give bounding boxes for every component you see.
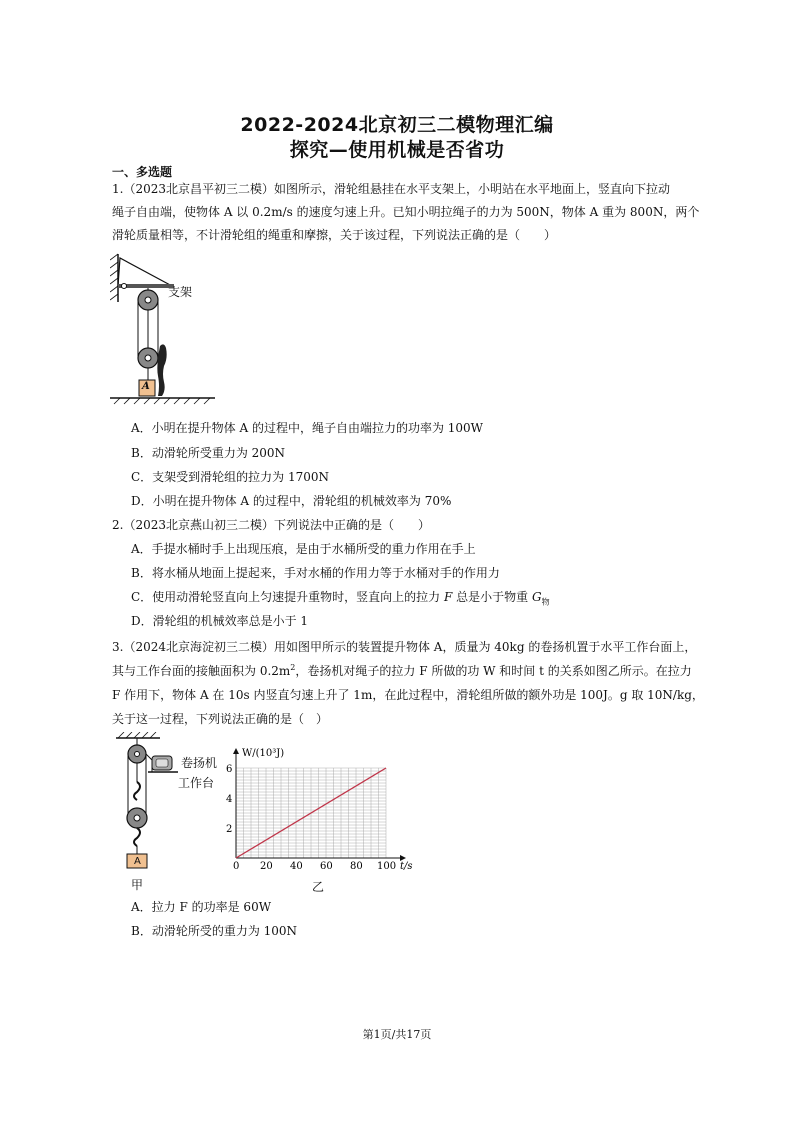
q3-option-b: B．动滑轮所受的重力为 100N: [131, 924, 298, 938]
q2-option-b: B．将水桶从地面上提起来，手对水桶的作用力等于水桶对手的作用力: [131, 566, 500, 580]
section-heading: 一、多选题: [112, 165, 173, 179]
wall-hatch: [110, 254, 118, 300]
chart-x-ticks: [233, 861, 396, 872]
page-footer: 第1页/共17页: [362, 1028, 432, 1041]
q3-line3: F 作用下，物体 A 在 10s 内竖直匀速上升了 1m，在此过程中，滑轮组所做的额外功是 100J。g 取 10N/kg，: [112, 688, 704, 702]
q3-fixed-axle: [135, 752, 140, 757]
q1-option-d: D．小明在提升物体 A 的过程中，滑轮组的机械效率为 70%: [131, 494, 452, 508]
q2-option-a: A．手提水桶时手上出现压痕，是由于水桶所受的重力作用在手上: [131, 542, 476, 556]
ground-hatch: [114, 398, 210, 404]
q3-line2-sup: 2: [290, 663, 296, 672]
x-tick-label: 80: [350, 861, 363, 872]
lower-hook: [134, 828, 140, 846]
fig-jia-label: 甲: [131, 878, 144, 892]
fixed-pulley-axle: [145, 297, 151, 303]
chart-y-ticks: [226, 764, 232, 835]
movable-pulley-axle: [145, 355, 151, 361]
x-tick-label: 0: [233, 861, 240, 872]
q3-line2: [112, 662, 692, 679]
y-tick-label: 4: [226, 794, 233, 805]
chart-xlabel: t/s: [400, 861, 413, 872]
q2-option-c-mid: 总是小于物重: [452, 590, 532, 604]
q3-line2-pre: 其与工作台面的接触面积为 0.2m: [112, 664, 291, 678]
person-figure: [157, 344, 166, 396]
q1-line3: 滑轮质量相等，不计滑轮组的绳重和摩擦，关于该过程，下列说法正确的是（ ）: [112, 228, 557, 242]
q1-pulley-figure: [110, 250, 220, 410]
q2-option-c-sub: 物: [541, 597, 550, 607]
q1-option-a: A．小明在提升物体 A 的过程中，绳子自由端拉力的功率为 100W: [131, 421, 484, 435]
worktable-label: 工作台: [178, 776, 215, 790]
q1-option-c: C．支架受到滑轮组的拉力为 1700N: [131, 470, 330, 484]
q3-line1: 3.（2024北京海淀初三二模）用如图甲所示的装置提升物体 A，质量为 40kg 的卷扬机置于水平工作台面上，: [112, 640, 697, 654]
q3-movable-axle: [134, 815, 140, 821]
q3-object-a-label: A: [134, 856, 141, 867]
winch-drum: [156, 759, 168, 767]
x-tick-label: 60: [320, 861, 333, 872]
x-tick-label: 20: [260, 861, 273, 872]
x-tick-label: 100: [377, 861, 397, 872]
q1-option-b: B．动滑轮所受重力为 200N: [131, 446, 286, 460]
y-tick-label: 6: [226, 764, 233, 775]
q1-line1: 1.（2023北京昌平初三二模）如图所示，滑轮组悬挂在水平支架上，小明站在水平地面上，竖直向下拉动: [112, 182, 670, 196]
q1-object-a-label: A: [142, 381, 150, 392]
q2-option-c-g: G: [531, 590, 542, 604]
q3-option-a: A．拉力 F 的功率是 60W: [131, 900, 272, 914]
q2-option-c-pre: C．使用动滑轮竖直向上匀速提升重物时，竖直向上的拉力: [131, 590, 444, 604]
upper-hook: [134, 782, 140, 800]
q3-line2-post: ，卷扬机对绳子的拉力 F 所做的功 W 和时间 t 的关系如图乙所示。在拉力: [295, 664, 692, 678]
support-label: 支架: [168, 285, 193, 299]
page-title-line1: 2022-2024北京初三二模物理汇编: [240, 114, 554, 136]
ceiling-hatch: [118, 732, 156, 738]
q2-option-c-var: F: [444, 590, 453, 604]
page-title-line2: 探究—使用机械是否省功: [289, 139, 505, 161]
winch-label: 卷扬机: [181, 756, 218, 770]
support-frame: [118, 258, 172, 286]
q3-winch-figure: [112, 732, 233, 872]
q2-line1: 2.（2023北京燕山初三二模）下列说法中正确的是（ ）: [112, 518, 430, 532]
y-axis-arrow: [233, 748, 239, 754]
q3-line4: 关于这一过程，下列说法正确的是（ ）: [112, 712, 329, 726]
q2-option-d: D．滑轮组的机械效率总是小于 1: [131, 614, 309, 628]
chart-ylabel: W/(10³J): [242, 748, 285, 759]
q3-wt-chart: [222, 746, 418, 876]
hinge: [122, 284, 127, 289]
q1-line2: 绳子自由端，使物体 A 以 0.2m/s 的速度匀速上升。已知小明拉绳子的力为 500N，物体 A 重为 800N，两个: [112, 205, 700, 219]
fig-yi-label: 乙: [312, 880, 325, 894]
x-tick-label: 40: [290, 861, 303, 872]
q2-option-c: [131, 588, 550, 607]
y-tick-label: 2: [226, 824, 233, 835]
